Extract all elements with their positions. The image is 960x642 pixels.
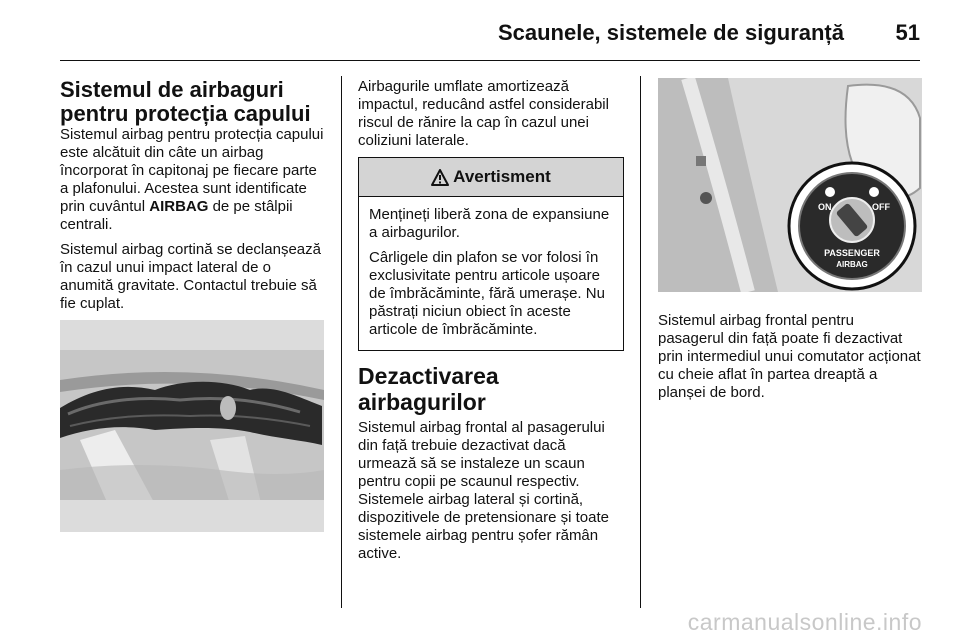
section-heading-head-airbag: Sistemul de airbaguri pentru protecția capului [60, 77, 311, 126]
paragraph: Sistemul airbag frontal al pasagerului din față trebuie dezactivat dacă urmează să se instaleze un scaun pentru copii pe scaunul respectiv. Sistemele airbag lateral și cortină, dispozitivele de pretensionare și toate sistemele airbag pentru șofer rămân active. [358, 419, 609, 562]
paragraph: Sistemul airbag frontal pentru pasagerul din față poate fi dezactivat prin intermediul unui comutator acționat cu cheie aflat în partea dreaptă a planșei de bord. [658, 312, 921, 401]
warning-paragraph: Mențineți liberă zona de expansiune a airbagurilor. [369, 206, 610, 241]
warning-box [358, 157, 624, 351]
paragraph: Sistemul airbag cortină se declanșează în cazul unui impact lateral de o anumită gravitate. Contactul trebuie să fie cuplat. [60, 241, 321, 312]
warning-body [359, 197, 623, 350]
curtain-airbag-image [60, 320, 324, 532]
page-header [60, 14, 920, 61]
keyword-airbag: AIRBAG [149, 198, 209, 215]
warning-title: Avertisment [453, 167, 551, 186]
airbag-switch-illustration [658, 78, 922, 292]
switch-off-label: OFF [872, 202, 890, 212]
section-heading-deactivation: Dezactivarea airbagurilor [358, 363, 499, 415]
column-1 [60, 78, 326, 532]
warning-header [359, 158, 623, 197]
paragraph: Sistemul airbag pentru protecția capului este alcătuit din câte un airbag încorporat în capitonaj pe fiecare parte a plafonului. Acestea sunt identificate prin cuvântul AIRBAG de pe stâlpii centrali. [60, 126, 324, 233]
watermark: carmanualsonline.info [687, 609, 922, 635]
warning-triangle-icon [431, 169, 449, 186]
column-2 [358, 78, 624, 570]
header-title: Scaunele, sistemele de siguranță [497, 20, 844, 45]
switch-label-line1: PASSENGER [824, 248, 880, 258]
switch-label-line2: AIRBAG [836, 260, 868, 269]
column-divider [640, 76, 641, 608]
warning-paragraph: Cârligele din plafon se vor folosi în exclusivitate pentru articole ușoare de îmbrăcăminte, fără umerașe. Nu păstrați niciun obiect în aceste articole de îmbrăcăminte. [369, 249, 605, 338]
airbag-on-icon [825, 187, 835, 197]
switch-on-label: ON [818, 202, 832, 212]
column-divider [341, 76, 342, 608]
column-3 [658, 78, 922, 409]
airbag-switch-image [658, 78, 922, 292]
page-number: 51 [895, 20, 920, 45]
curtain-airbag-illustration [60, 320, 324, 532]
paragraph: Airbagurile umflate amortizează impactul, reducând astfel considerabil riscul de rănire la cap în cazul unei coliziuni laterale. [358, 78, 609, 149]
airbag-off-icon [869, 187, 879, 197]
